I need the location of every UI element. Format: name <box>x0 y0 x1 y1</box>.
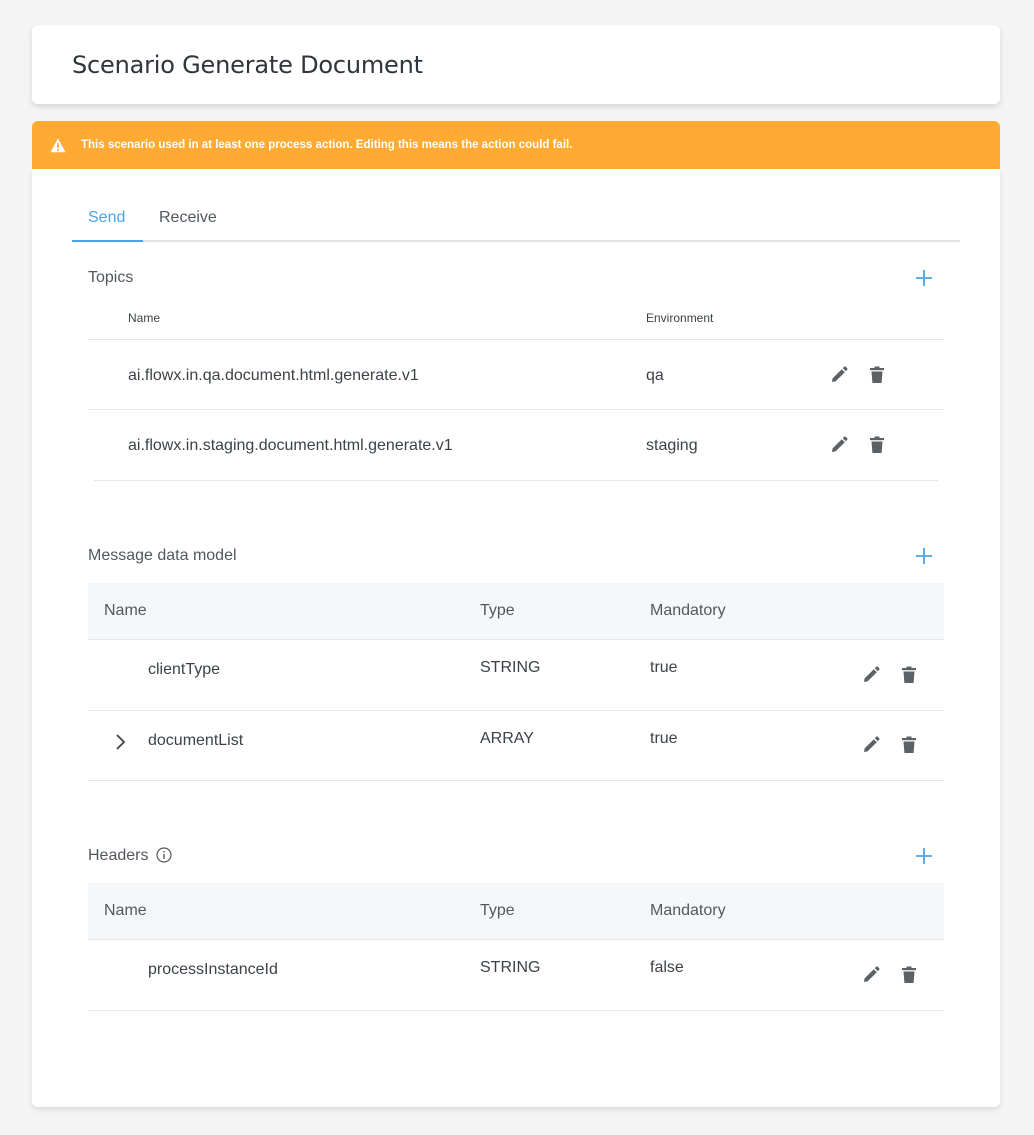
message-data-model-title: Message data model <box>88 547 237 564</box>
topic-row-name: ai.flowx.in.staging.document.html.generate.v1 <box>128 437 453 454</box>
topic-row-environment: staging <box>646 437 698 454</box>
delete-trash-icon[interactable] <box>899 665 919 685</box>
edit-pencil-icon[interactable] <box>861 665 881 685</box>
divider <box>94 480 938 481</box>
main-card <box>32 169 1000 1107</box>
warning-icon <box>50 137 66 153</box>
topics-column-name: Name <box>128 311 161 325</box>
divider <box>88 339 944 340</box>
chevron-right-icon[interactable] <box>110 732 130 752</box>
headers-title: Headers <box>88 847 149 864</box>
field-row-name: documentList <box>148 732 244 749</box>
headers-table-header <box>88 883 944 940</box>
header-card <box>32 25 1000 104</box>
divider <box>88 780 944 781</box>
field-row-type: STRING <box>480 659 541 676</box>
delete-trash-icon[interactable] <box>899 735 919 755</box>
delete-trash-icon[interactable] <box>899 965 919 985</box>
field-row-mandatory: true <box>650 659 678 676</box>
active-tab-indicator <box>72 240 143 242</box>
add-topic-plus-icon[interactable] <box>914 268 934 288</box>
edit-pencil-icon[interactable] <box>861 965 881 985</box>
topic-row-name: ai.flowx.in.qa.document.html.generate.v1 <box>128 367 419 384</box>
edit-pencil-icon[interactable] <box>829 435 849 455</box>
topics-title: Topics <box>88 269 134 286</box>
header-row-name: processInstanceId <box>148 961 278 978</box>
divider <box>88 1010 944 1011</box>
delete-trash-icon[interactable] <box>867 365 887 385</box>
info-icon[interactable] <box>156 847 172 863</box>
column-name: Name <box>104 902 147 919</box>
divider <box>88 409 944 410</box>
column-name: Name <box>104 602 147 619</box>
delete-trash-icon[interactable] <box>867 435 887 455</box>
warning-banner <box>32 121 1000 169</box>
divider <box>88 710 944 711</box>
message-model-table-header <box>88 583 944 640</box>
field-row-name: clientType <box>148 661 221 678</box>
column-type: Type <box>480 902 515 919</box>
topics-column-environment: Environment <box>646 311 714 325</box>
tab-receive[interactable]: Receive <box>159 209 217 226</box>
column-type: Type <box>480 602 515 619</box>
add-field-plus-icon[interactable] <box>914 546 934 566</box>
column-mandatory: Mandatory <box>650 602 726 619</box>
field-row-mandatory: true <box>650 730 678 747</box>
topic-row-environment: qa <box>646 367 664 384</box>
warning-text: This scenario used in at least one process action. Editing this means the action could fail. <box>81 139 573 151</box>
edit-pencil-icon[interactable] <box>829 365 849 385</box>
header-row-type: STRING <box>480 959 541 976</box>
tab-bar <box>72 195 960 242</box>
header-row-mandatory: false <box>650 959 684 976</box>
edit-pencil-icon[interactable] <box>861 735 881 755</box>
column-mandatory: Mandatory <box>650 902 726 919</box>
field-row-type: ARRAY <box>480 730 534 747</box>
page-title: Scenario Generate Document <box>72 51 423 79</box>
add-header-plus-icon[interactable] <box>914 846 934 866</box>
tab-send[interactable]: Send <box>88 209 126 226</box>
